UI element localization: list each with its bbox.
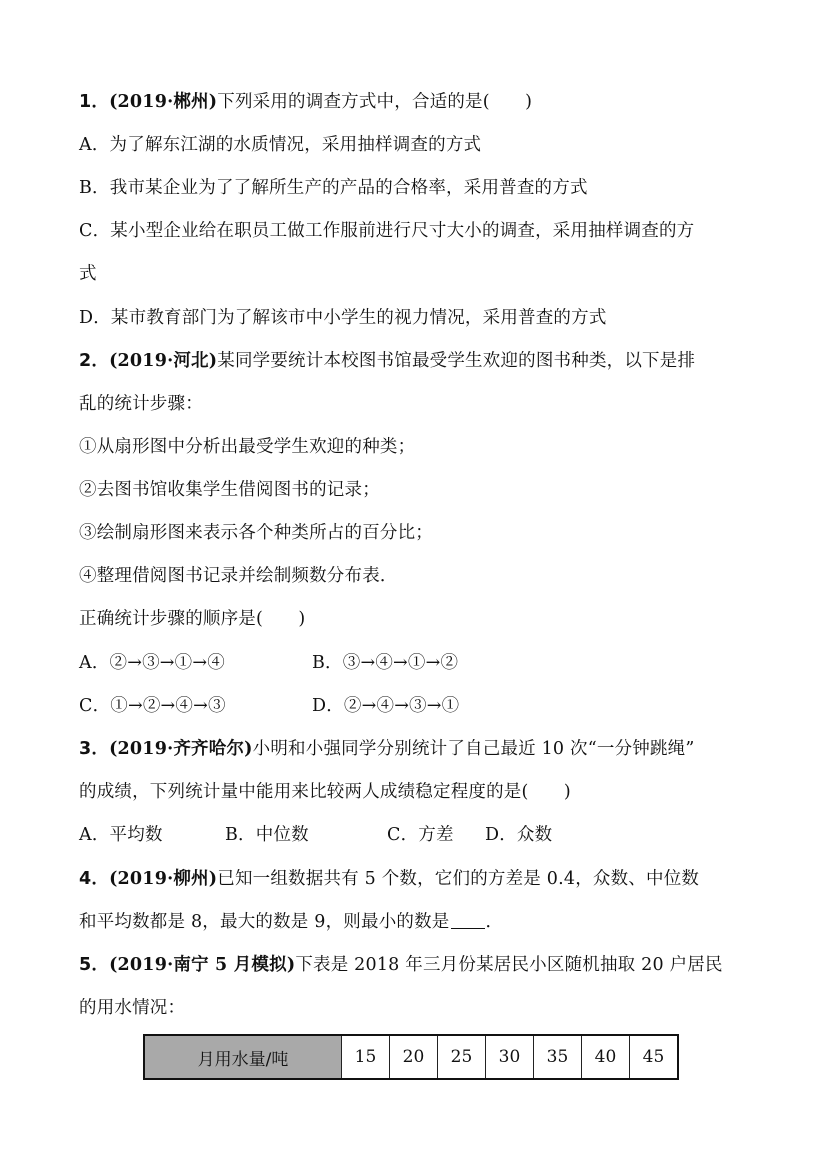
q4-period: ． xyxy=(485,912,504,932)
q3-option-b: B．中位数 xyxy=(225,825,309,845)
q5-number: 5． xyxy=(79,955,110,975)
q2-options-row-1 xyxy=(79,651,458,675)
q2-step-1: ①从扇形图中分析出最受学生欢迎的种类； xyxy=(79,437,416,457)
q2-text: 某同学要统计本校图书馆最受学生欢迎的图书种类，以下是排 xyxy=(217,351,696,371)
table-cell: 30 xyxy=(486,1035,534,1079)
q3-stem-cont: 的成绩，下列统计量中能用来比较两人成绩稳定程度的是( ) xyxy=(79,782,571,802)
q2-option-b: B．③→④→①→② xyxy=(312,653,459,673)
q2-question: 正确统计步骤的顺序是( ) xyxy=(79,609,306,629)
q1-text: 下列采用的调查方式中，合适的是( ) xyxy=(217,92,533,112)
q2-source: (2019·河北) xyxy=(109,351,218,371)
q1-source: (2019·郴州) xyxy=(109,92,218,112)
water-usage-table xyxy=(143,1034,679,1080)
table-cell: 20 xyxy=(390,1035,438,1079)
q3-source: (2019·齐齐哈尔) xyxy=(109,739,253,759)
q4-source: (2019·柳州) xyxy=(109,869,218,889)
q1-stem xyxy=(79,90,532,114)
q2-stem-cont: 乱的统计步骤： xyxy=(79,394,203,414)
q3-option-c: C．方差 xyxy=(387,825,454,845)
table-cell: 40 xyxy=(582,1035,630,1079)
q3-options xyxy=(79,823,552,847)
q3-number: 3． xyxy=(79,739,110,759)
q1-option-c: C．某小型企业给在职员工做工作服前进行尺寸大小的调查，采用抽样调查的方 xyxy=(79,221,695,241)
q2-number: 2． xyxy=(79,351,110,371)
table-cell: 25 xyxy=(438,1035,486,1079)
table-cell: 35 xyxy=(534,1035,582,1079)
q5-text: 下表是 2018 年三月份某居民小区随机抽取 20 户居民 xyxy=(295,955,723,975)
q2-step-4: ④整理借阅图书记录并绘制频数分布表． xyxy=(79,566,398,586)
q3-option-a: A．平均数 xyxy=(79,825,163,845)
q2-stem xyxy=(79,349,695,373)
q2-options-row-2 xyxy=(79,694,459,718)
q1-option-a: A．为了解东江湖的水质情况，采用抽样调查的方式 xyxy=(79,135,482,155)
table-cell: 45 xyxy=(630,1035,679,1079)
q3-stem xyxy=(79,737,695,761)
q1-option-c-cont: 式 xyxy=(79,264,97,284)
q3-text: 小明和小强同学分别统计了自己最近 10 次“一分钟跳绳” xyxy=(252,739,695,759)
q5-source: (2019·南宁 5 月模拟) xyxy=(109,955,296,975)
q2-option-d: D．②→④→③→① xyxy=(312,696,460,716)
q2-option-c: C．①→②→④→③ xyxy=(79,696,226,716)
q4-text-cont: 和平均数都是 8，最大的数是 9，则最小的数是 xyxy=(79,912,450,932)
table-cell: 15 xyxy=(342,1035,390,1079)
answer-blank[interactable] xyxy=(451,912,485,929)
table-row xyxy=(144,1035,678,1079)
q5-stem-cont: 的用水情况： xyxy=(79,998,186,1018)
table-header-cell: 月用水量/吨 xyxy=(144,1035,342,1079)
q1-option-b: B．我市某企业为了了解所生产的产品的合格率，采用普查的方式 xyxy=(79,178,588,198)
q5-stem xyxy=(79,953,723,977)
q1-option-d: D．某市教育部门为了解该市中小学生的视力情况，采用普查的方式 xyxy=(79,308,607,328)
q4-text: 已知一组数据共有 5 个数，它们的方差是 0.4，众数、中位数 xyxy=(217,869,700,889)
q2-option-a: A．②→③→①→④ xyxy=(79,653,225,673)
q4-stem-cont xyxy=(79,910,503,934)
q2-step-2: ②去图书馆收集学生借阅图书的记录； xyxy=(79,480,380,500)
q1-number: 1． xyxy=(79,92,110,112)
q4-stem xyxy=(79,867,699,891)
q4-number: 4． xyxy=(79,869,110,889)
q2-step-3: ③绘制扇形图来表示各个种类所占的百分比； xyxy=(79,523,433,543)
q3-option-d: D．众数 xyxy=(485,825,553,845)
